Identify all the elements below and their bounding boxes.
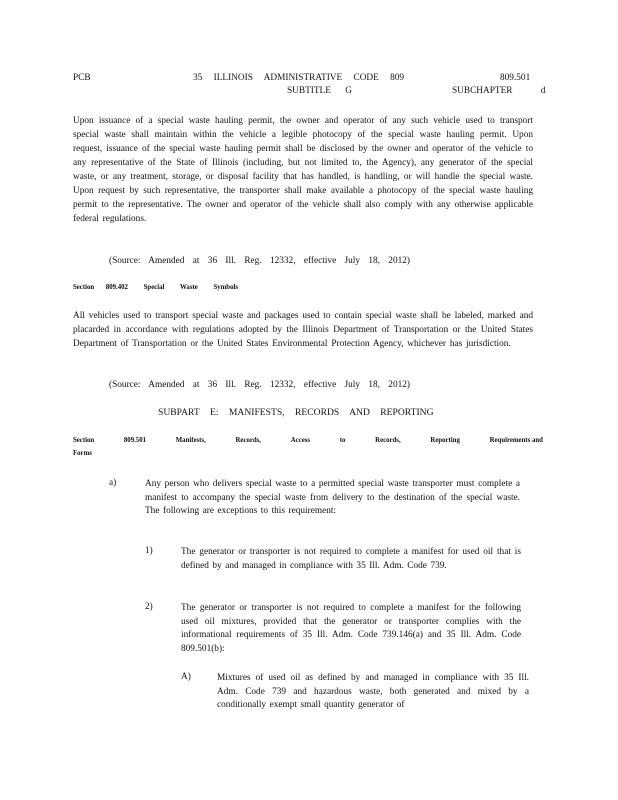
source-note: (Source: Amended at 36 Ill. Reg. 12332, effective July 18, 2012) xyxy=(109,380,410,390)
section-heading-continuation: Forms xyxy=(73,450,92,457)
list-label-a: a) xyxy=(109,478,117,488)
header-subtitle: SUBTITLE G xyxy=(287,86,352,96)
section-heading-809-402 xyxy=(73,284,238,291)
header-subchapter: SUBCHAPTER d xyxy=(452,86,546,96)
section-heading-word: Manifests, xyxy=(175,437,206,444)
source-note: (Source: Amended at 36 Ill. Reg. 12332, effective July 18, 2012) xyxy=(109,256,410,266)
header-title: 35 ILLINOIS ADMINISTRATIVE CODE 809 xyxy=(193,73,405,83)
section-heading-word: Section xyxy=(73,437,95,444)
section-heading-word: 809.501 xyxy=(123,437,146,444)
section-heading-word: to xyxy=(339,437,346,444)
list-label-A: A) xyxy=(181,672,191,682)
section-heading-word: Access xyxy=(290,437,310,444)
section-number: 809.402 xyxy=(105,284,128,291)
list-item-1-text: The generator or transporter is not required to complete a manifest for used oil that is defined by and managed in compliance with 35 Ill. Adm. Code 739. xyxy=(181,547,521,571)
section-heading-word: Records, xyxy=(235,437,261,444)
header-section-number: 809.501 xyxy=(500,73,531,83)
section-heading-809-501 xyxy=(73,437,543,444)
paragraph-special-waste-symbols: All vehicles used to transport special waste and packages used to contain special waste shall be labeled, marked and placarded in accordance with regulations adopted by the Illinois Department of Transportation or the United States Department of Transportation or the United States Environmental Protection Agency, whichever has jurisdiction. xyxy=(73,311,533,349)
section-heading-word: Records, xyxy=(375,437,401,444)
list-item-a-text: Any person who delivers special waste to a permitted special waste transporter must complete a manifest to accompany the special waste from delivery to the destination of the special waste. The following are exceptions to this requirement: xyxy=(145,479,520,516)
subpart-heading: SUBPART E: MANIFESTS, RECORDS AND REPORTING xyxy=(158,407,434,418)
paragraph-permit-photocopy: Upon issuance of a special waste hauling permit, the owner and operator of any such vehicle used to transport special waste shall maintain within the vehicle a legible photocopy of the special waste hauling permit. Upon request, issuance of the special waste hauling permit shall be disclosed by the owner and operator of the vehicle to any representative of the State of Illinois (including, but not limited to, the Agency), any generator of the special waste, or any treatment, storage, or disposal facility that has handled, is handling, or will handle the special waste. Upon request by such representative, the transporter shall make available a photocopy of the special waste hauling permit to the representative. The owner and operator of the vehicle shall also comply with any otherwise applicable federal regulations. xyxy=(73,116,533,224)
list-label-2: 2) xyxy=(145,602,153,612)
section-heading-word: Reporting xyxy=(430,437,460,444)
section-title: Special Waste Symbols xyxy=(143,284,238,291)
list-item-A-text: Mixtures of used oil as defined by and managed in compliance with 35 Ill. Adm. Code 739 and hazardous waste, both generated and mixed by a conditionally exempt small quantity generator of xyxy=(217,673,529,710)
section-heading-word: Requirements and xyxy=(489,437,543,444)
header-agency: PCB xyxy=(73,73,91,83)
section-label: Section xyxy=(73,284,95,291)
list-label-1: 1) xyxy=(145,546,153,556)
list-item-2-text: The generator or transporter is not required to complete a manifest for the following used oil mixtures, provided that the generator or transporter complies with the informational requirements of 35 Ill. Adm. Code 739.146(a) and 35 Ill. Adm. Code 809.501(b): xyxy=(181,603,521,654)
